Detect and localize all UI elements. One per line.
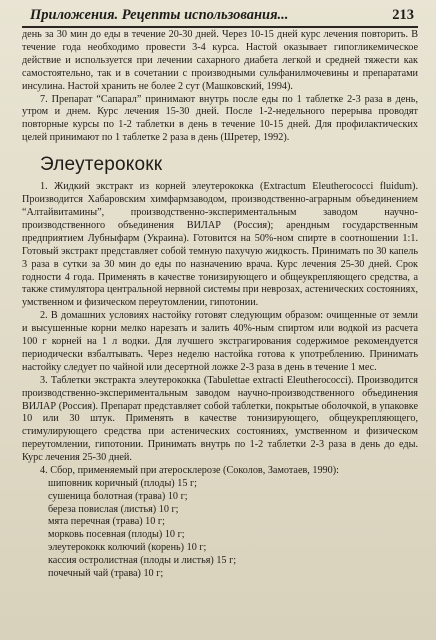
- item-7-paragraph: 7. Препарат “Сапарал” принимают внутрь после еды по 1 таблетке 2-3 раза в день, утром и днем. Курс лечения 15-30 дней. После 1-2-недельного перерыва проводят повторные курсы по 1-2 таблетки в день в течение 10-15 дней. Для профилактических целей принимают по 1 таблетке 2 раза в день (Шретер, 1992).: [22, 93, 418, 144]
- list-item: сушеница болотная (трава) 10 г;: [48, 490, 188, 502]
- item-2-paragraph: 2. В домашних условиях настойку готовят следующим образом: очищенные от земли и высушенные корни мелко нарезать и залить 40%-ным спиртом или водкой из расчета 100 г корней на 1 л водки. Для лучшего экстрагирования содержимое рекомендуется периодически взбалтывать. Через неделю настойка готова к употреблению. Принимать настойку следует по чайной или десертной ложке 2-3 раза в день в течение 1 мес.: [22, 310, 418, 373]
- item-3-paragraph: 3. Таблетки экстракта элеутерококка (Tabulettae extracti Eleutherococci). Производится производственно-экспериментальным заводом научно-производственного объединения ВИЛАР (Россия). Препарат представляет собой таблетки, покрытые оболочкой, в упаковке 10 или 30 штук. Применять в качестве тонизирующего, общеукрепляющего, стимулирующего средства при астенических состояниях, умственном и физическом переутомлении, гипотонии. Принимать внутрь по 1-2 таблетки 2-3 раза в день до еды. Курс лечения 25-30 дней.: [22, 374, 418, 464]
- ingredient-list: [48, 478, 418, 580]
- list-item: шиповник коричный (плоды) 15 г;: [48, 478, 197, 489]
- list-item: кассия остролистная (плоды и листья) 15 г;: [48, 554, 237, 566]
- running-title: Приложения. Рецепты использования...: [30, 7, 289, 23]
- list-item: береза повислая (листья) 10 г;: [48, 503, 179, 515]
- list-item: мята перечная (трава) 10 г;: [48, 516, 165, 528]
- list-item: морковь посевная (плоды) 10 г;: [48, 529, 185, 541]
- list-item: почечный чай (трава) 10 г;: [48, 567, 164, 579]
- section-heading: Элеутерококк: [40, 154, 163, 176]
- item-4-paragraph: 4. Сбор, применяемый при атеросклерозе (Соколов, Замотаев, 1990):: [40, 465, 339, 477]
- continued-paragraph: день за 30 мин до еды в течение 20-30 дней. Через 10-15 дней курс лечения повторить. В течение года необходимо провести 3-4 курса. Настой оказывает гипогликемическое действие и используется при лечении сахарного диабета легкой и средней тяжести как самостоятельно, так и в сочетании с производными сульфанилмочевины и препаратами инсулина. Настой хранить не более 2 сут (Машковский, 1994).: [22, 29, 418, 92]
- running-header: [22, 0, 418, 28]
- item-1-paragraph: 1. Жидкий экстракт из корней элеутерококка (Extractum Eleutherococci fluidum). Производится Хабаровским химфармзаводом, производственно-аграрным объединением “Алтайвитамины”, производственно-экспериментальным заводом научно-производственного объединения ВИЛАР (Россия); арендным государственным предприятием Лубныфарм (Украина). Готовится на 50%-ном спирте в соотношении 1:1. Готовый экстракт представляет собой темную пахучую жидкость. Принимать по 30 капель 3 раза в сутки за 30 мин до еды по назначению врача. Курс лечения 25-30 дней. Срок годности 4 года. Применять в качестве тонизирующего и общеукрепляющего средства, а также стимулятора центральной нервной системы при неврозах, астенических состояниях, умственном и физическом переутомлении, гипотонии.: [22, 181, 418, 309]
- page-number: 213: [392, 7, 414, 23]
- list-item: элеутерококк колючий (корень) 10 г;: [48, 541, 207, 553]
